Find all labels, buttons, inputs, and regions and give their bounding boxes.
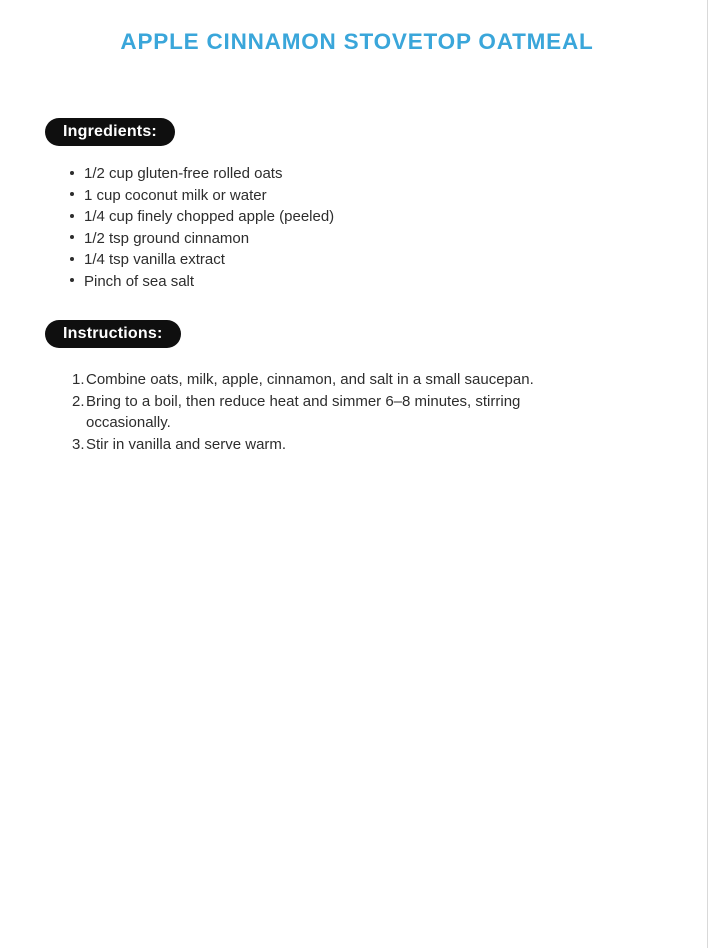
ingredient-text: 1 cup coconut milk or water xyxy=(84,186,267,204)
instruction-step-text: Stir in vanilla and serve warm. xyxy=(86,435,287,453)
ingredient-item xyxy=(70,206,714,228)
instruction-step-text: Combine oats, milk, apple, cinnamon, and salt in a small saucepan. xyxy=(86,371,534,388)
ingredient-text: 1/2 tsp ground cinnamon xyxy=(84,229,250,247)
ingredient-text: 1/4 tsp vanilla extract xyxy=(84,251,225,268)
ingredient-item xyxy=(70,228,714,250)
ingredient-item xyxy=(70,163,714,185)
ingredient-item xyxy=(70,185,714,207)
ingredient-item xyxy=(70,249,714,271)
instruction-step-text: Bring to a boil, then reduce heat and simmer 6–8 minutes, stirring occasionally. xyxy=(86,392,521,431)
instruction-step xyxy=(72,369,592,391)
instructions-list xyxy=(72,369,592,455)
instruction-step xyxy=(72,434,592,456)
ingredients-list xyxy=(70,163,714,292)
ingredient-text: 1/4 cup finely chopped apple (peeled) xyxy=(84,208,335,225)
ingredients-heading: Ingredients: xyxy=(45,118,175,146)
page-edge-line xyxy=(707,0,708,948)
instructions-heading: Instructions: xyxy=(45,320,181,348)
ingredient-item xyxy=(70,271,714,293)
instruction-step xyxy=(72,391,592,434)
ingredient-text: 1/2 cup gluten-free rolled oats xyxy=(84,165,283,182)
ingredient-text: Pinch of sea salt xyxy=(84,272,195,290)
page-title: APPLE CINNAMON STOVETOP OATMEAL xyxy=(120,29,594,54)
